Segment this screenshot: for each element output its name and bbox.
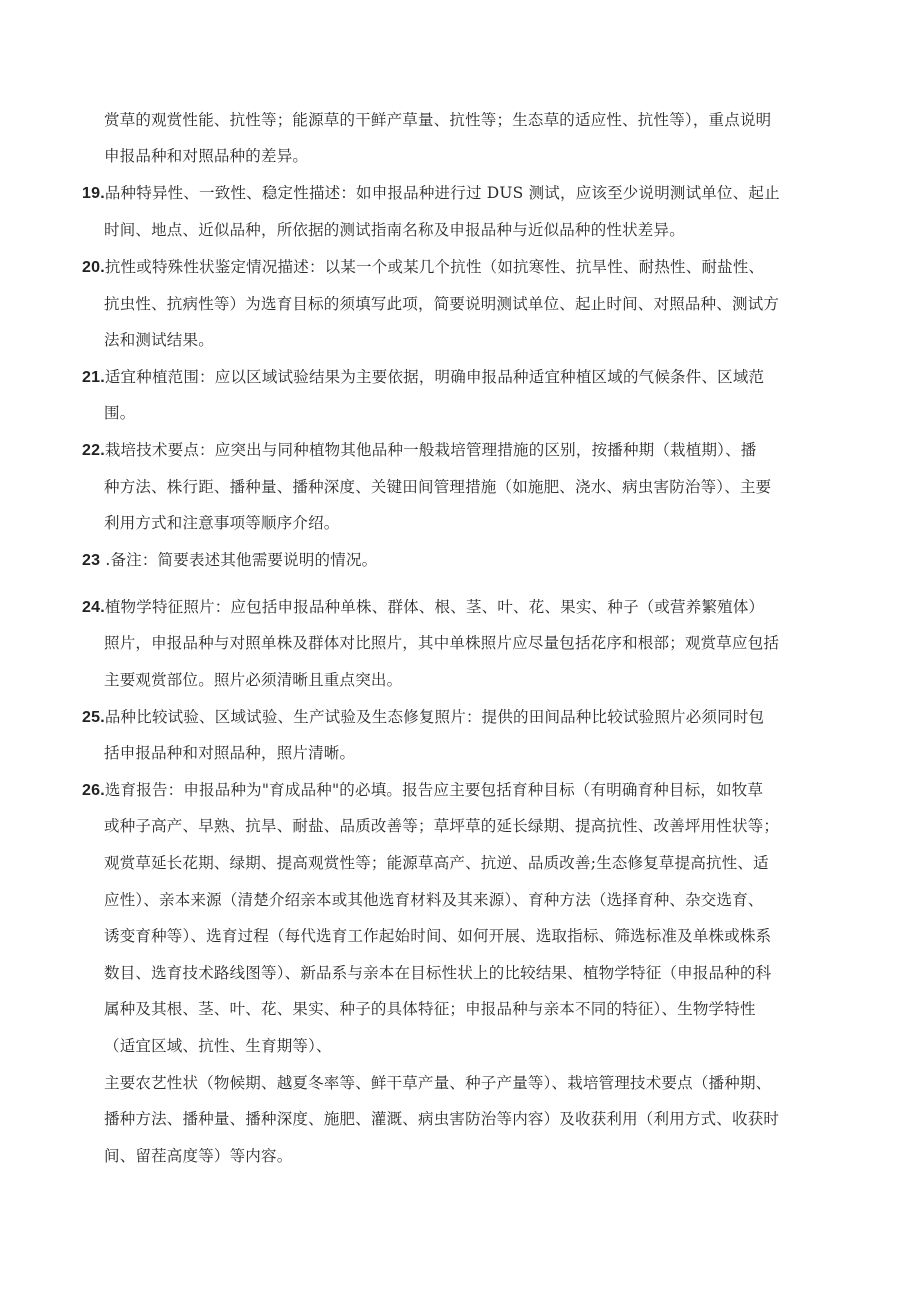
item-21-line: 围。 — [104, 404, 136, 422]
item-26-line: 观赏草延长花期、绿期、提高观赏性等；能源草高产、抗逆、品质改善;生态修复草提高抗性、适 — [104, 854, 769, 872]
item-25-line — [82, 707, 764, 728]
item-number: 26. — [82, 782, 105, 799]
continuation-line: 申报品种和对照品种的差异。 — [104, 147, 309, 165]
item-19-line — [82, 183, 780, 204]
item-26-line: 诱变育种等）、选育过程（每代选育工作起始时间、如何开展、选取指标、筛选标准及单株或株系 — [104, 927, 772, 945]
item-26-line: 应性）、亲本来源（清楚介绍亲本或其他选育材料及其来源）、育种方法（选择育种、杂交选育、 — [104, 891, 764, 909]
item-25-line: 括申报品种和对照品种，照片清晰。 — [104, 744, 356, 762]
item-text: 品种特异性、一致性、稳定性描述：如申报品种进行过 DUS 测试，应该至少说明测试单位、起止 — [104, 184, 780, 202]
item-22-line: 利用方式和注意事项等顺序介绍。 — [104, 514, 340, 532]
item-26-line: 主要农艺性状（物候期、越夏冬率等、鲜干草产量、种子产量等）、栽培管理技术要点（播种期、 — [104, 1074, 772, 1092]
item-26-line: 数目、选育技术路线图等）、新品系与亲本在目标性状上的比较结果、植物学特征（申报品种的科 — [104, 964, 772, 982]
item-26-line — [82, 780, 763, 801]
item-text: 栽培技术要点：应突出与同种植物其他品种一般栽培管理措施的区别，按播种期（栽植期）、播 — [104, 441, 757, 459]
item-20-line: 抗虫性、抗病性等）为选育目标的须填写此项，简要说明测试单位、起止时间、对照品种、测试方 — [104, 295, 780, 313]
item-24-line: 照片，申报品种与对照单株及群体对比照片，其中单株照片应尽量包括花序和根部；观赏草应包括 — [104, 634, 780, 652]
item-26-line: 属种及其根、茎、叶、花、果实、种子的具体特征；申报品种与亲本不同的特征）、生物学特性 — [104, 1000, 756, 1018]
item-text: 抗性或特殊性状鉴定情况描述：以某一个或某几个抗性（如抗寒性、抗旱性、耐热性、耐盐性、 — [104, 258, 765, 276]
item-text: 品种比较试验、区域试验、生产试验及生态修复照片：提供的田间品种比较试验照片必须同时包 — [104, 708, 765, 726]
item-26-line: 播种方法、播种量、播种深度、施肥、灌溉、病虫害防治等内容）及收获利用（利用方式、收获时 — [104, 1110, 780, 1128]
item-number: 23 — [82, 552, 101, 569]
item-22-line: 种方法、株行距、播种量、播种深度、关键田间管理措施（如施肥、浇水、病虫害防治等）、主要 — [104, 478, 772, 496]
item-24-line — [82, 597, 764, 618]
item-20-line — [82, 257, 764, 278]
item-22-line — [82, 440, 757, 461]
item-21-line — [82, 367, 764, 388]
item-26-line: （适宜区域、抗性、生育期等）、 — [104, 1037, 332, 1055]
item-number: 21. — [82, 369, 105, 386]
item-26-line: 间、留茬高度等）等内容。 — [104, 1147, 293, 1165]
item-23-line — [82, 550, 377, 571]
item-number: 20. — [82, 259, 105, 276]
item-20-line: 法和测试结果。 — [104, 331, 214, 349]
continuation-line: 赏草的观赏性能、抗性等；能源草的干鲜产草量、抗性等；生态草的适应性、抗性等），重点说明 — [104, 111, 772, 129]
item-text: 选育报告：申报品种为"育成品种"的必填。报告应主要包括育种目标（有明确育种目标，如牧草 — [104, 781, 764, 799]
item-text: 适宜种植范围：应以区域试验结果为主要依据，明确申报品种适宜种植区域的气候条件、区域范 — [104, 368, 765, 386]
item-19-line: 时间、地点、近似品种，所依据的测试指南名称及申报品种与近似品种的性状差异。 — [104, 221, 685, 239]
item-number: 25. — [82, 709, 105, 726]
item-24-line: 主要观赏部位。照片必须清晰且重点突出。 — [104, 671, 403, 689]
item-26-line: 或种子高产、早熟、抗旱、耐盐、品质改善等；草坪草的延长绿期、提高抗性、改善坪用性状等； — [104, 817, 780, 835]
item-number: 24. — [82, 599, 105, 616]
item-text: 植物学特征照片：应包括申报品种单株、群体、根、茎、叶、花、果实、种子（或营养繁殖体） — [104, 598, 765, 616]
item-number: 22. — [82, 442, 105, 459]
item-number: 19. — [82, 185, 105, 202]
item-text: .备注：简要表述其他需要说明的情况。 — [100, 551, 378, 569]
